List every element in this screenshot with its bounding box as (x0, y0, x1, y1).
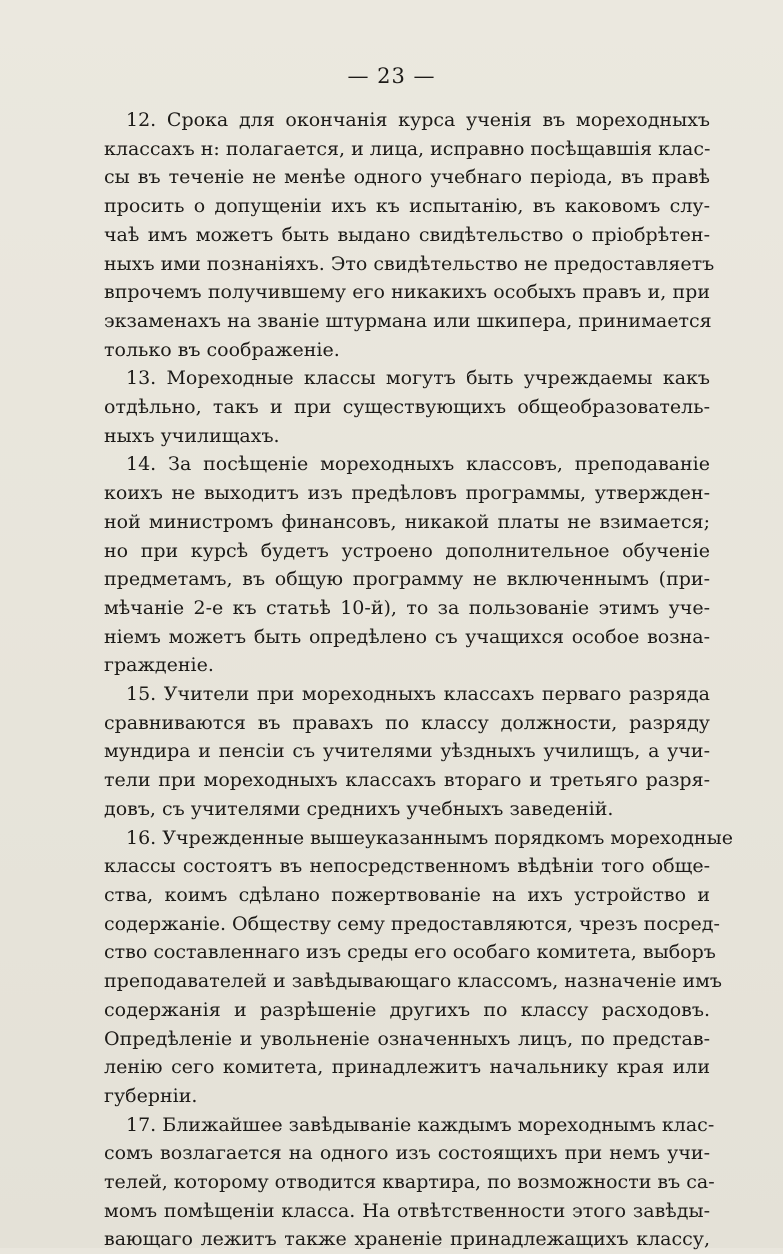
text-line: тели при мореходныхъ классахъ втораго и третьяго разря- (104, 769, 710, 792)
text-line: ніемъ можетъ быть опредѣлено съ учащихся особое возна- (104, 625, 710, 648)
text-line: ной министромъ финансовъ, никакой платы не взимается; (104, 510, 710, 533)
text-line: 12. Срока для окончанія курса ученія въ мореходныхъ (126, 109, 710, 131)
text-line: классы состоятъ въ непосредственномъ вѣдѣніи того обще- (104, 855, 710, 878)
text-line: преподавателей и завѣдывающаго классомъ, назначеніе имъ (104, 970, 723, 993)
text-line: момъ помѣщеніи класса. На отвѣтственности этого завѣды- (104, 1199, 710, 1222)
text-line: коихъ не выходитъ изъ предѣловъ программы, утвержден- (104, 482, 710, 505)
text-line: Опредѣленіе и увольненіе означенныхъ лицъ, по представ- (104, 1027, 710, 1050)
text-line: отдѣльно, такъ и при существующихъ общеобразователь- (104, 396, 710, 419)
text-line: 14. За посѣщеніе мореходныхъ классовъ, преподаваніе (126, 453, 710, 476)
text-line: сомъ возлагается на одного изъ состоящихъ при немъ учи- (104, 1142, 710, 1165)
text-line: ство составленнаго изъ среды его особаго комитета, выборъ (104, 941, 716, 964)
text-line: 15. Учители при мореходныхъ классахъ перваго разряда (126, 683, 710, 706)
text-line: содержаніе. Обществу сему предоставляются, чрезъ посред- (104, 912, 720, 935)
text-line: сравниваются въ правахъ по классу должности, разряду (104, 711, 710, 734)
text-line: предметамъ, въ общую программу не включеннымъ (при- (104, 568, 710, 591)
text-line: содержанія и разрѣшеніе другихъ по классу расходовъ. (104, 998, 710, 1021)
text-line: классахъ н: полагается, и лица, исправно посѣщавшія клас- (104, 137, 711, 160)
text-line: губерніи. (104, 1084, 198, 1107)
text-line: сы въ теченіе не менѣе одного учебнаго періода, въ правѣ (104, 166, 710, 189)
text-line: 17. Ближайшее завѣдываніе каждымъ мореходнымъ клас- (126, 1113, 715, 1136)
text-line: мундира и пенсіи съ учителями уѣздныхъ училищъ, а учи- (104, 740, 710, 763)
text-line: впрочемъ получившему его никакихъ особыхъ правъ и, при (104, 281, 710, 304)
text-line: довъ, съ учителями среднихъ учебныхъ заведеній. (104, 797, 614, 820)
text-line: мѣчаніе 2-е къ статьѣ 10-й), то за пользованіе этимъ уче- (104, 596, 710, 619)
text-line: ныхъ училищахъ. (104, 424, 280, 447)
body-text (104, 106, 733, 1254)
text-line: 13. Мореходные классы могутъ быть учреждаемы какъ (126, 367, 710, 390)
page-number: — 23 — (347, 64, 436, 88)
text-line: 16. Учрежденные вышеуказаннымъ порядкомъ мореходные (126, 826, 733, 849)
text-line: ства, коимъ сдѣлано пожертвованіе на ихъ устройство и (104, 883, 710, 906)
text-line: ныхъ ими познаніяхъ. Это свидѣтельство не предоставляетъ (104, 252, 715, 275)
text-line: но при курсѣ будетъ устроено дополнительное обученіе (104, 539, 710, 562)
text-line: гражденіе. (104, 654, 214, 677)
text-line: чаѣ имъ можетъ быть выдано свидѣтельство о пріобрѣтен- (104, 223, 710, 246)
text-line: только въ соображеніе. (104, 338, 340, 361)
text-line: ленію сего комитета, принадлежитъ начальнику края или (104, 1056, 710, 1079)
text-line: вающаго лежитъ также храненіе принадлежащихъ классу, (104, 1228, 710, 1251)
text-line: просить о допущеніи ихъ къ испытанію, въ каковомъ слу- (104, 195, 710, 218)
text-line: экзаменахъ на званіе штурмана или шкипера, принимается (104, 309, 712, 332)
text-line: телей, которому отводится квартира, по возможности въ са- (104, 1171, 715, 1194)
